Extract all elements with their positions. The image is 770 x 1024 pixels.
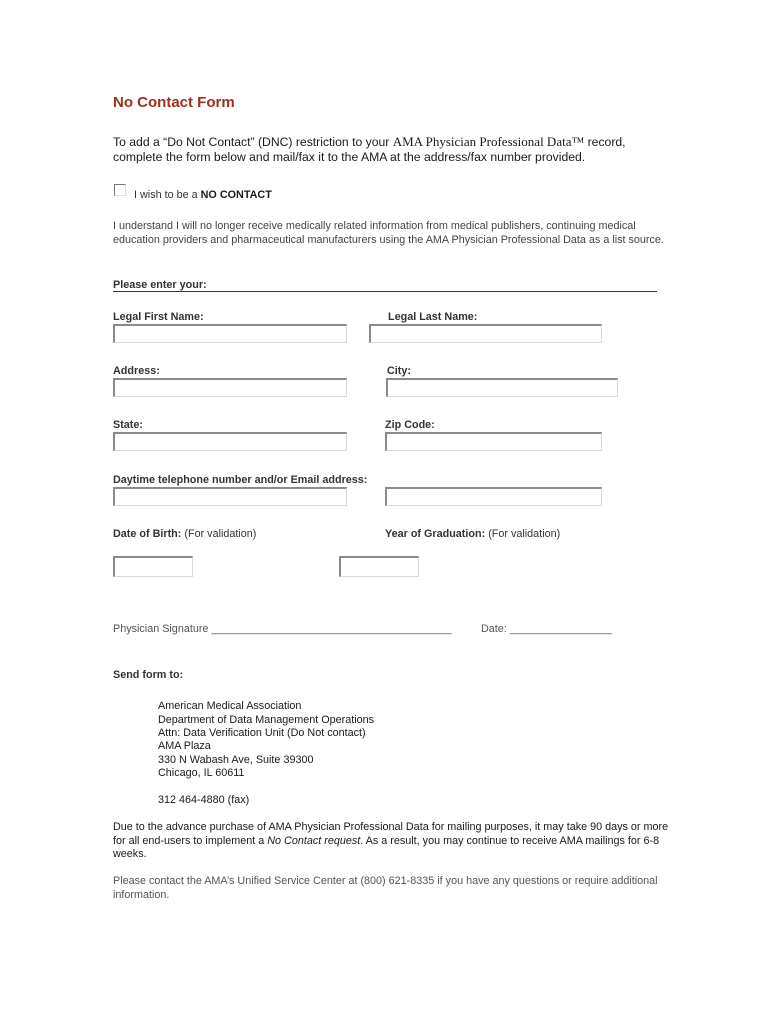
intro-product-name: AMA Physician Professional Data™ xyxy=(392,134,585,149)
graduation-year-note: (For validation) xyxy=(488,528,561,540)
intro-text-after: record, complete the form below and mail/fax it to the AMA at the address/fax number provided. xyxy=(113,135,626,164)
first-name-field[interactable] xyxy=(113,324,347,343)
address-field[interactable] xyxy=(113,378,347,397)
dob-label xyxy=(113,528,256,540)
zip-code-label: Zip Code: xyxy=(385,419,435,431)
send-form-heading: Send form to: xyxy=(113,669,184,681)
state-field[interactable] xyxy=(113,432,347,451)
intro-paragraph xyxy=(113,134,673,165)
address-label: Address: xyxy=(113,365,160,377)
graduation-year-field[interactable] xyxy=(339,556,419,577)
city-field[interactable] xyxy=(386,378,618,397)
last-name-field[interactable] xyxy=(369,324,602,343)
signature-date-line[interactable]: Date: _________________ xyxy=(481,623,612,635)
address-line: Attn: Data Verification Unit (Do Not contact) xyxy=(158,727,366,739)
dob-label-text: Date of Birth: xyxy=(113,528,182,540)
zip-code-field[interactable] xyxy=(385,432,602,451)
no-contact-checkbox[interactable] xyxy=(114,184,126,196)
state-label: State: xyxy=(113,419,143,431)
section-divider xyxy=(113,291,657,292)
contact-info: Please contact the AMA’s Unified Service Center at (800) 621-8335 if you have any questions or require additional information. xyxy=(113,875,658,901)
page-title: No Contact Form xyxy=(113,94,235,111)
notice-text-italic: No Contact request xyxy=(267,834,361,847)
email-field[interactable] xyxy=(385,487,602,506)
phone-email-label: Daytime telephone number and/or Email address: xyxy=(113,474,368,486)
processing-notice xyxy=(113,821,673,862)
graduation-year-label-text: Year of Graduation: xyxy=(385,528,486,540)
phone-field[interactable] xyxy=(113,487,347,506)
notice-text-after: . As a result, you may continue to receive AMA mailings for 6-8 weeks. xyxy=(113,834,660,861)
dob-field[interactable] xyxy=(113,556,193,577)
fax-number: 312 464-4880 (fax) xyxy=(158,794,250,806)
intro-text-before: To add a “Do Not Contact” (DNC) restriction to your xyxy=(113,135,393,149)
address-line: 330 N Wabash Ave, Suite 39300 xyxy=(158,754,314,766)
checkbox-label-bold: NO CONTACT xyxy=(200,189,272,201)
dob-note: (For validation) xyxy=(184,528,257,540)
checkbox-label-prefix: I wish to be a xyxy=(134,189,201,201)
notice-text-before: Due to the advance purchase of AMA Physician Professional Data for mailing purposes, it may take 90 days or more for all end-users to implement a xyxy=(113,821,669,847)
address-line: Chicago, IL 60611 xyxy=(158,767,245,779)
first-name-label: Legal First Name: xyxy=(113,311,204,323)
please-enter-heading: Please enter your: xyxy=(113,279,207,291)
no-contact-checkbox-label xyxy=(134,189,272,201)
address-line: AMA Plaza xyxy=(158,740,211,752)
address-line: American Medical Association xyxy=(158,700,302,712)
physician-signature-line[interactable]: Physician Signature ________________________________________ xyxy=(113,623,452,635)
city-label: City: xyxy=(387,365,411,377)
address-line: Department of Data Management Operations xyxy=(158,714,375,726)
last-name-label: Legal Last Name: xyxy=(388,311,478,323)
graduation-year-label xyxy=(385,528,560,540)
understand-paragraph: I understand I will no longer receive medically related information from medical publishers, continuing medical education providers and pharmaceutical manufacturers using the AMA Physician Professional Data as a list source. xyxy=(113,220,664,246)
